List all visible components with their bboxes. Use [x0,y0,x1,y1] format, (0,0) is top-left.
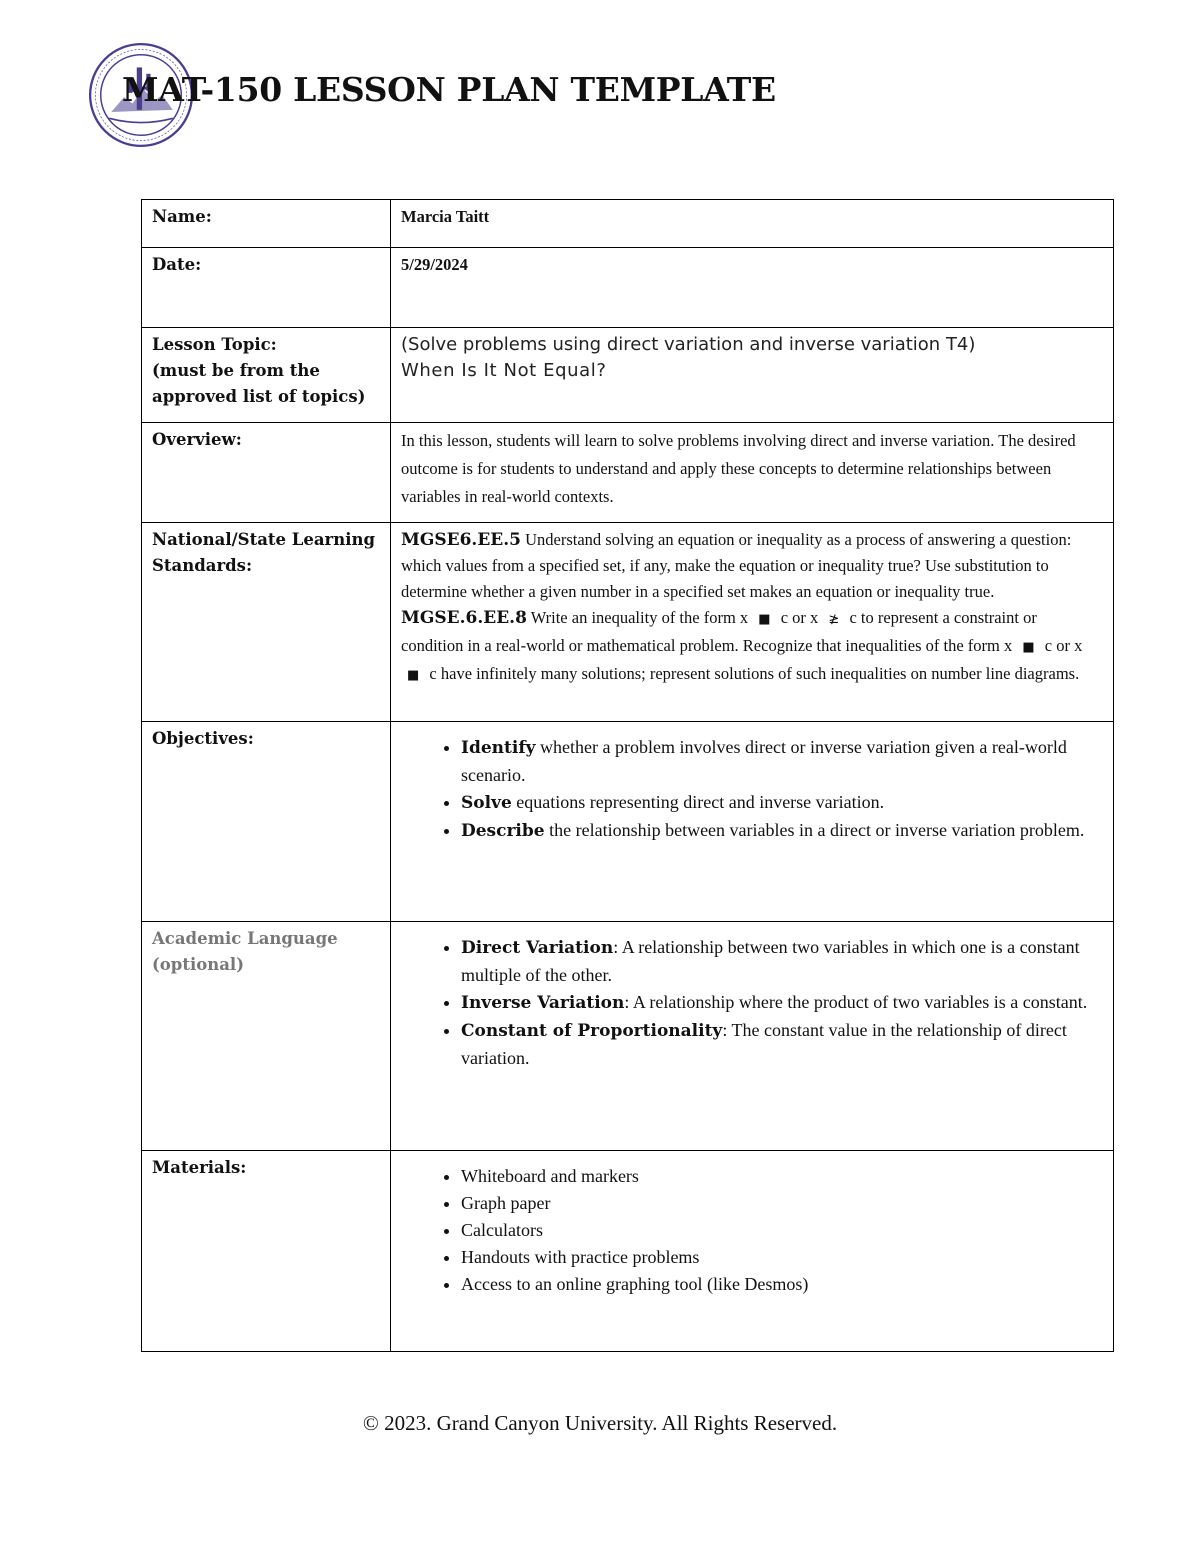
row-overview [142,423,1114,523]
list-item [461,934,1103,989]
row-standards [142,523,1114,722]
list-item [461,817,1103,845]
objectives-list [401,734,1103,845]
label-standards: National/State Learning Standards: [142,523,391,722]
row-materials [142,1151,1114,1352]
row-topic [142,328,1114,423]
topic-line-1: (Solve problems using direct variation and inverse variation T4) [401,334,976,355]
standard-text-2c: c to represent a constraint or condition in a real-world or mathematical problem. Recognize that inequalities of the form x [401,608,1037,655]
objective-text: equations representing direct and inverse variation. [511,792,885,812]
label-overview: Overview: [142,423,391,523]
objective-text: the relationship between variables in a direct or inverse variation problem. [544,820,1085,840]
vocab-term: Constant of Proportionality [461,1021,723,1041]
standard-code-2: MGSE.6.EE.8 [401,608,527,628]
list-item: • Graph paper [461,1190,1103,1217]
vocab-definition: : A relationship between two variables in which one is a constant multiple of the other. [461,937,1080,985]
document-title: MAT-150 LESSON PLAN TEMPLATE [122,70,776,109]
standard-text-2e: c have infinitely many solutions; represent solutions of such inequalities on number line diagrams. [425,664,1080,683]
value-date: 5/29/2024 [391,248,1114,328]
row-date [142,248,1114,328]
value-standards [391,523,1114,722]
row-name [142,200,1114,248]
topic-line-2: When Is It Not Equal? [401,360,607,381]
row-objectives [142,722,1114,922]
value-objectives [391,722,1114,922]
list-item: • Whiteboard and markers [461,1163,1103,1190]
vocab-definition: : A relationship where the product of two variables is a constant. [624,992,1088,1012]
inequality-symbol-1: ■ [758,612,771,627]
list-item: • Handouts with practice problems [461,1244,1103,1271]
row-academic-language [142,922,1114,1151]
standard-text-2a: Write an inequality of the form x [526,608,753,627]
objective-term: Solve [461,793,512,813]
value-topic [391,328,1114,423]
copyright-footer: © 2023. Grand Canyon University. All Rights Reserved. [362,1411,838,1435]
list-item: • Access to an online graphing tool (like Desmos) [461,1271,1103,1298]
standard-code-1: MGSE6.EE.5 [401,530,521,550]
label-topic-note: (must be from the approved list of topics) [152,361,366,406]
inequality-symbol-4: ■ [407,668,420,683]
objective-text: whether a problem involves direct or inverse variation given a real-world scenario. [461,737,1067,785]
academic-language-list [401,934,1103,1072]
value-academic-language [391,922,1114,1151]
value-materials [391,1151,1114,1352]
label-name: Name: [142,200,391,248]
label-topic-main: Lesson Topic: [152,335,277,354]
label-date: Date: [142,248,391,328]
vocab-term: Inverse Variation [461,993,625,1013]
list-item [461,989,1103,1017]
list-item [461,1017,1103,1072]
label-materials: Materials: [142,1151,391,1352]
vocab-term: Direct Variation [461,938,614,958]
list-item [461,734,1103,789]
label-academic-main: Academic Language [152,929,338,948]
label-academic-note: (optional) [152,955,245,974]
value-overview: In this lesson, students will learn to solve problems involving direct and inverse variation. The desired outcome is for students to understand and apply these concepts to determine relationships between variables in real-world contexts. [391,423,1114,523]
objective-term: Describe [461,821,545,841]
label-objectives: Objectives: [142,722,391,922]
inequality-symbol-2: ≱ [828,612,840,627]
list-item [461,789,1103,817]
label-academic-language [142,922,391,1151]
standard-text-1: Understand solving an equation or inequality as a process of answering a question: which values from a specified set, if any, make the equation or inequality true? Use substitution to determine whether a given number in a specified set makes an equation or inequality true. [401,530,1072,601]
lesson-plan-table [141,199,1114,1352]
standard-text-2d: c or x [1040,636,1083,655]
objective-term: Identify [461,738,536,758]
list-item: • Calculators [461,1217,1103,1244]
vocab-definition: : The constant value in the relationship of direct variation. [461,1020,1067,1068]
label-topic [142,328,391,423]
inequality-symbol-3: ■ [1022,640,1035,655]
standard-text-2b: c or x [776,608,823,627]
value-name: Marcia Taitt [391,200,1114,248]
materials-list [401,1163,1103,1298]
